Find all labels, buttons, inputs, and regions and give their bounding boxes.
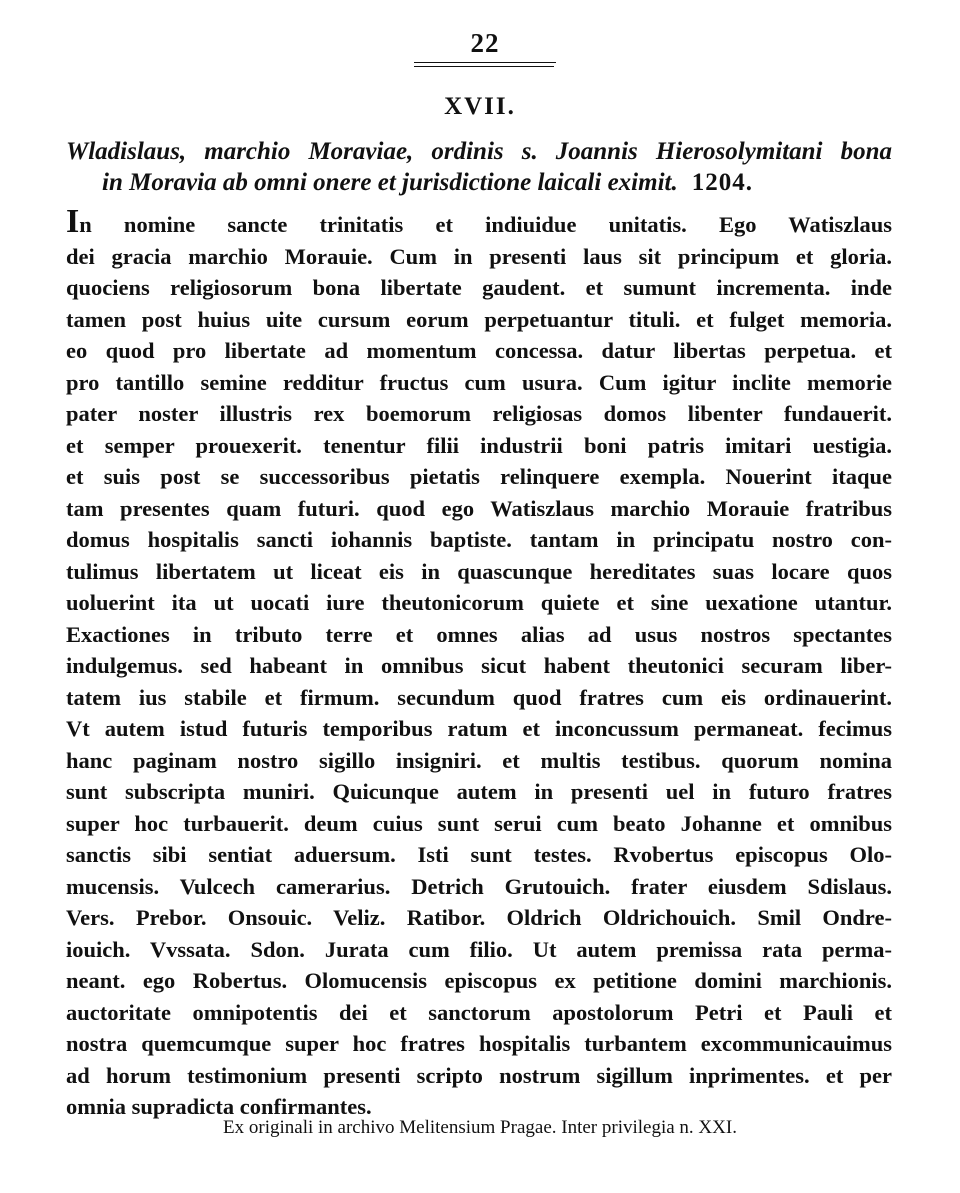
text-line: sunt subscripta muniri. Quicunque autem in presenti uel in futuro fratres: [66, 779, 892, 804]
text-line: et semper prouexerit. tenentur filii industrii boni patris imitari uestigia.: [66, 432, 892, 458]
text-line: [66, 203, 892, 241]
text-line: Vt autem istud futuris temporibus ratum et inconcussum permaneat. fecimus: [66, 716, 892, 741]
text-line: neant. ego Robertus. Olomucensis episcopus ex petitione domini marchionis.: [66, 968, 892, 993]
page-number: 22: [470, 28, 500, 58]
text-line: indulgemus. sed habeant in omnibus sicut habent theutonici securam liber-: [66, 653, 892, 678]
page-number-rule-double: [414, 66, 554, 67]
text-line: domus hospitalis sancti iohannis baptiste. tantam in principatu nostro con-: [66, 527, 892, 552]
heading-line-2: in Moravia ab omni onere et jurisdictione laicali eximit.: [102, 169, 678, 196]
text-line: tatem ius stabile et firmum. secundum quod fratres cum eis ordinauerint.: [66, 684, 892, 710]
text-line: nostra quemcumque super hoc fratres hospitalis turbantem excommunicauimus: [66, 1031, 892, 1056]
text-line: tulimus libertatem ut liceat eis in quascunque hereditates suas locare quos: [66, 558, 892, 584]
heading-line-2-wrap: [66, 167, 892, 198]
text-line: Exactiones in tributo terre et omnes alias ad usus nostros spectantes: [66, 621, 892, 647]
page-number-rule: [414, 62, 556, 63]
text-line: super hoc turbauerit. deum cuius sunt serui cum beato Johanne et omnibus: [66, 810, 892, 836]
text-line: Vers. Prebor. Onsouic. Veliz. Ratibor. Oldrich Oldrichouich. Smil Ondre-: [66, 905, 892, 930]
heading-line-1: Wladislaus, marchio Moraviae, ordinis s. Joannis Hierosolymitani bona: [66, 138, 892, 165]
document-number: XVII.: [444, 93, 516, 120]
text-line: quociens religiosorum bona libertate gaudent. et sumunt incrementa. inde: [66, 275, 892, 300]
text-line: sanctis sibi sentiat aduersum. Isti sunt testes. Rvobertus episcopus Olo-: [66, 842, 892, 867]
text-line: tamen post huius uite cursum eorum perpetuantur tituli. et fulget memoria.: [66, 306, 892, 332]
text-line: uoluerint ita ut uocati iure theutonicorum quiete et sine uexatione utantur.: [66, 590, 892, 615]
heading-year: 1204.: [691, 169, 753, 196]
text-line: eo quod pro libertate ad momentum concessa. datur libertas perpetua. et: [66, 338, 892, 363]
text-line: auctoritate omnipotentis dei et sanctorum apostolorum Petri et Pauli et: [66, 999, 892, 1025]
text-line: tam presentes quam futuri. quod ego Watiszlaus marchio Morauie fratribus: [66, 495, 892, 521]
text-line: pro tantillo semine redditur fructus cum usura. Cum igitur inclite memorie: [66, 369, 892, 395]
document-heading: [66, 136, 892, 198]
text-line: pater noster illustris rex boemorum religiosas domos libenter fundauerit.: [66, 401, 892, 426]
dropcap: I: [66, 203, 80, 240]
source-footnote: Ex originali in archivo Melitensium Pragae. Inter privilegia n. XXI.: [223, 1117, 737, 1138]
text-line: hanc paginam nostro sigillo insigniri. et multis testibus. quorum nomina: [66, 747, 892, 773]
text-line: ad horum testimonium presenti scripto nostrum sigillum inprimentes. et per: [66, 1062, 892, 1088]
text-line: mucensis. Vulcech camerarius. Detrich Grutouich. frater eiusdem Sdislaus.: [66, 873, 892, 899]
text-line: et suis post se successoribus pietatis relinquere exempla. Nouerint itaque: [66, 464, 892, 489]
charter-text: [66, 203, 892, 1123]
text-line: dei gracia marchio Morauie. Cum in presenti laus sit principum et gloria.: [66, 243, 892, 269]
text-line: omnia supradicta confirmantes.: [66, 1094, 372, 1119]
text-line: iouich. Vvssata. Sdon. Jurata cum filio. Ut autem premissa rata perma-: [66, 936, 892, 962]
first-line-text: n nomine sancte trinitatis et indiuidue unitatis. Ego Watiszlaus: [79, 212, 892, 237]
